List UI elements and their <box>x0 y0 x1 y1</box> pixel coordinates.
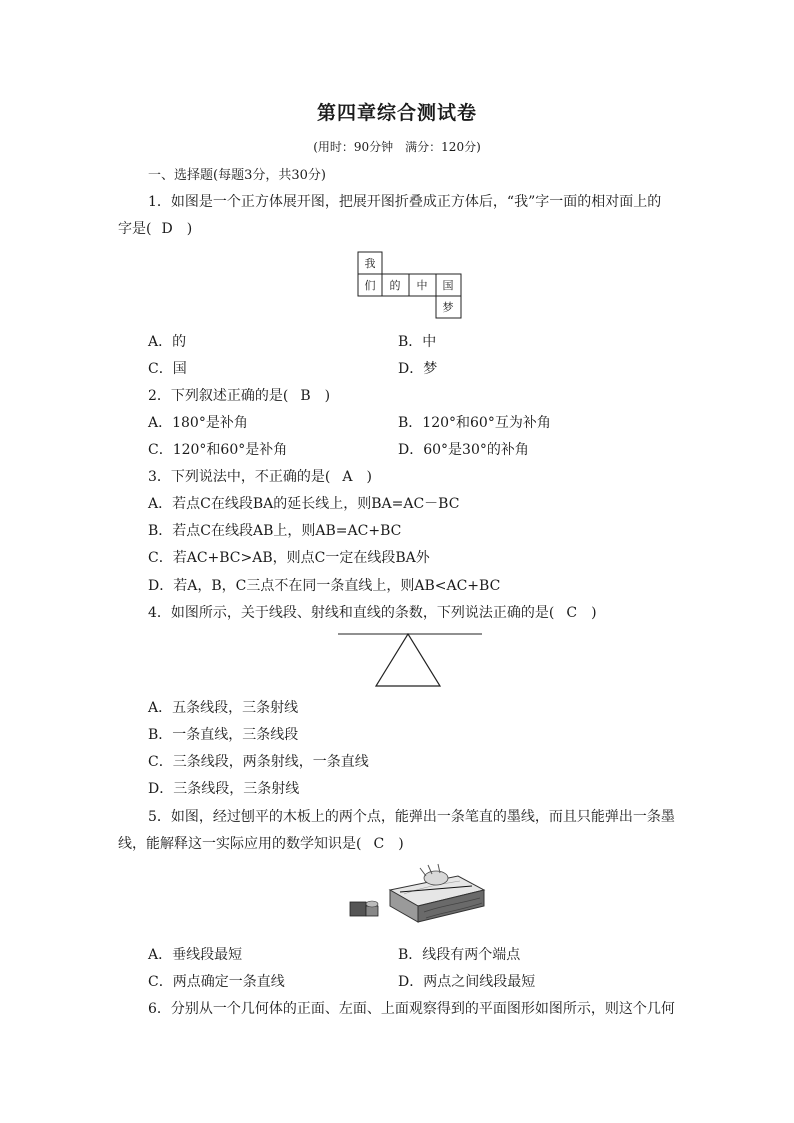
net-cell-guo: 国 <box>442 279 454 292</box>
q5-option-b: B．线段有两个端点 <box>398 947 521 963</box>
q1-stem-line2 <box>118 220 192 238</box>
q5-answer: C <box>373 836 385 852</box>
page-subtitle: (用时：90分钟 满分：120分) <box>313 140 481 154</box>
net-cell-wo: 我 <box>364 257 376 270</box>
q1-answer: D <box>161 221 173 237</box>
q5-stem-line1: 5．如图，经过刨平的木板上的两个点，能弹出一条笔直的墨线，而且只能弹出一条墨 <box>148 809 675 825</box>
q3-option-d: D．若A，B，C三点不在同一条直线上，则AB<AC+BC <box>148 578 501 594</box>
q3-option-a: A．若点C在线段BA的延长线上，则BA=AC－BC <box>148 496 460 512</box>
page-title: 第四章综合测试卷 <box>316 102 477 124</box>
q1-option-b: B．中 <box>398 334 437 350</box>
q2-answer: B <box>300 388 311 404</box>
q4-option-c: C．三条线段，两条射线，一条直线 <box>148 754 369 770</box>
q3-option-c: C．若AC+BC>AB，则点C一定在线段BA外 <box>148 550 430 566</box>
net-cell-de: 的 <box>389 279 401 292</box>
q2-option-c: C．120°和60°是补角 <box>148 442 288 458</box>
q5-option-c: C．两点确定一条直线 <box>148 974 285 990</box>
q4-option-d: D．三条线段，三条射线 <box>148 781 300 797</box>
q1-close-paren: ) <box>186 221 193 237</box>
q3-stem-text: 3．下列说法中，不正确的是( <box>148 469 331 485</box>
net-cell-zhong: 中 <box>416 279 428 292</box>
q5-stem-line2 <box>118 835 404 853</box>
q4-close-paren: ) <box>591 605 597 621</box>
q2-stem <box>148 387 330 405</box>
q2-stem-text: 2．下列叙述正确的是( <box>148 388 289 404</box>
q3-stem <box>148 468 372 486</box>
q2-option-a: A．180°是补角 <box>148 415 248 431</box>
triangle-shape <box>376 634 440 686</box>
section-heading: 一、选择题(每题3分，共30分) <box>148 168 326 183</box>
q4-option-a: A．五条线段，三条射线 <box>148 700 299 716</box>
wood-board-figure <box>340 862 490 932</box>
q4-stem-text: 4．如图所示，关于线段、射线和直线的条数，下列说法正确的是( <box>148 605 555 621</box>
q3-option-b: B．若点C在线段AB上，则AB=AC+BC <box>148 523 402 539</box>
q5-option-a: A．垂线段最短 <box>148 947 243 963</box>
q3-answer: A <box>342 469 353 485</box>
q2-option-d: D．60°是30°的补角 <box>398 442 529 458</box>
q3-close-paren: ) <box>366 469 372 485</box>
q5-close-paren: ) <box>398 836 404 852</box>
q4-stem <box>148 604 597 622</box>
q2-option-b: B．120°和60°互为补角 <box>398 415 551 431</box>
q6-stem-line1: 6．分别从一个几何体的正面、左面、上面观察得到的平面图形如图所示，则这个几何 <box>148 1001 675 1017</box>
q4-option-b: B．一条直线，三条线段 <box>148 727 299 743</box>
q1-option-d: D．梦 <box>398 361 438 377</box>
q4-answer: C <box>566 605 578 621</box>
net-cell-men: 们 <box>364 279 376 292</box>
line-triangle-figure <box>336 628 486 690</box>
q2-close-paren: ) <box>324 388 331 404</box>
net-cell-meng: 梦 <box>442 301 454 314</box>
q1-option-c: C．国 <box>148 361 187 377</box>
cube-net-figure <box>356 250 466 322</box>
q1-option-a: A．的 <box>148 334 187 350</box>
q1-stem-prefix: 字是( <box>118 221 152 237</box>
q5-option-d: D．两点之间线段最短 <box>398 974 536 990</box>
q1-stem-line1: 1．如图是一个正方体展开图，把展开图折叠成正方体后，“我”字一面的相对面上的 <box>148 194 662 210</box>
q5-stem-text: 线，能解释这一实际应用的数学知识是( <box>118 836 362 852</box>
